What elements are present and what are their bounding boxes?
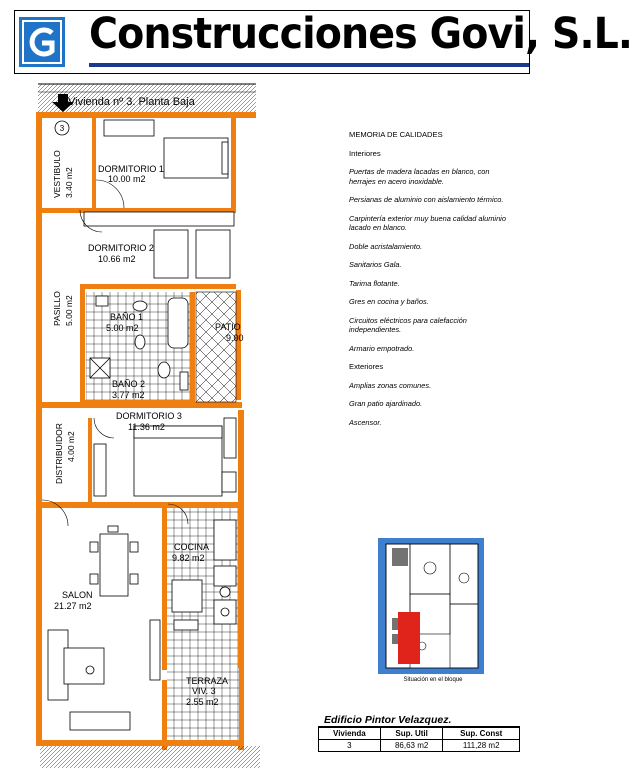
label-pasillo: PASILLO (52, 291, 62, 326)
area-terraza: 2.55 m2 (186, 697, 219, 707)
memo-item: Gran patio ajardinado. (349, 399, 423, 409)
memo-item: Gres en cocina y baños. (349, 297, 429, 307)
label-dormitorio2: DORMITORIO 2 (88, 243, 154, 253)
area-salon: 21.27 m2 (54, 601, 92, 611)
cell-sup-const: 111,28 m2 (443, 740, 520, 752)
memo-exteriores-label: Exteriores (349, 362, 384, 372)
company-name: Construcciones Govi, S.L. (89, 9, 632, 59)
area-bano2: 3.77 m2 (112, 390, 145, 400)
memo-item: Persianas de aluminio con aislamiento térmico. (349, 195, 504, 205)
area-patio: 9.00 (226, 333, 244, 343)
memo-item: Armario empotrado. (349, 343, 415, 353)
label-vestibulo: VESTIBULO (52, 150, 62, 198)
company-header (14, 9, 632, 74)
label-terraza-viv: VIV. 3 (192, 686, 216, 696)
memo-title: MEMORIA DE CALIDADES (349, 130, 443, 139)
area-pasillo: 5.00 m2 (64, 295, 74, 326)
area-distribuidor: 4.00 m2 (66, 431, 76, 462)
col-header: Vivienda (319, 728, 381, 740)
table-row (319, 740, 520, 752)
building-location-map (378, 538, 484, 674)
area-bano1: 5.00 m2 (106, 323, 139, 333)
company-logo-icon (19, 17, 65, 67)
unit-marker: 3 (59, 124, 65, 133)
label-patio: PATIO (215, 322, 241, 332)
floor-plan (14, 80, 264, 768)
label-dormitorio3: DORMITORIO 3 (116, 411, 182, 421)
building-name: Edificio Pintor Velazquez. (318, 714, 520, 727)
memo-item: Amplias zonas comunes. (349, 380, 432, 390)
label-salon: SALON (62, 590, 93, 600)
memo-interiores-label: Interiores (349, 148, 381, 158)
area-dormitorio3: 11.36 m2 (128, 422, 165, 432)
cell-vivienda: 3 (319, 740, 381, 752)
label-dormitorio1: DORMITORIO 1 (98, 164, 164, 174)
cell-sup-util: 86,63 m2 (380, 740, 443, 752)
brand-underline (89, 63, 529, 67)
area-cocina: 9.82 m2 (172, 553, 205, 563)
label-bano2: BAÑO 2 (112, 379, 146, 389)
unit-highlight (398, 612, 420, 664)
memo-item: Sanitarios Gala. (349, 260, 402, 270)
area-table (318, 714, 520, 752)
memo-item: Carpintería exterior muy buena calidad aluminio lacado en blanco. (349, 213, 506, 233)
col-header: Sup. Const (443, 728, 520, 740)
area-dormitorio2: 10.66 m2 (98, 254, 136, 264)
plan-title: Vivienda nº 3. Planta Baja (68, 96, 195, 108)
col-header: Sup. Util (380, 728, 443, 740)
memo-item: Ascensor. (349, 417, 382, 427)
memo-item: Puertas de madera lacadas en blanco, con herrajes en acero inoxidable. (349, 167, 490, 186)
area-vestibulo: 3.40 m2 (64, 167, 74, 198)
quality-specs (349, 130, 514, 436)
location-caption: Situación en el bloque (403, 677, 463, 683)
memo-item: Circuitos eléctricos para calefacción independientes. (349, 315, 467, 335)
label-terraza: TERRAZA (186, 676, 229, 686)
label-distribuidor: DISTRIBUIDOR (54, 423, 64, 484)
patio-area (196, 292, 236, 402)
area-dormitorio1: 10.00 m2 (108, 174, 146, 184)
label-bano1: BAÑO 1 (110, 312, 144, 322)
label-cocina: COCINA (174, 542, 210, 552)
memo-item: Tarima flotante. (349, 278, 400, 288)
memo-item: Doble acristalamiento. (349, 241, 423, 251)
exterior-hatch (40, 746, 260, 768)
